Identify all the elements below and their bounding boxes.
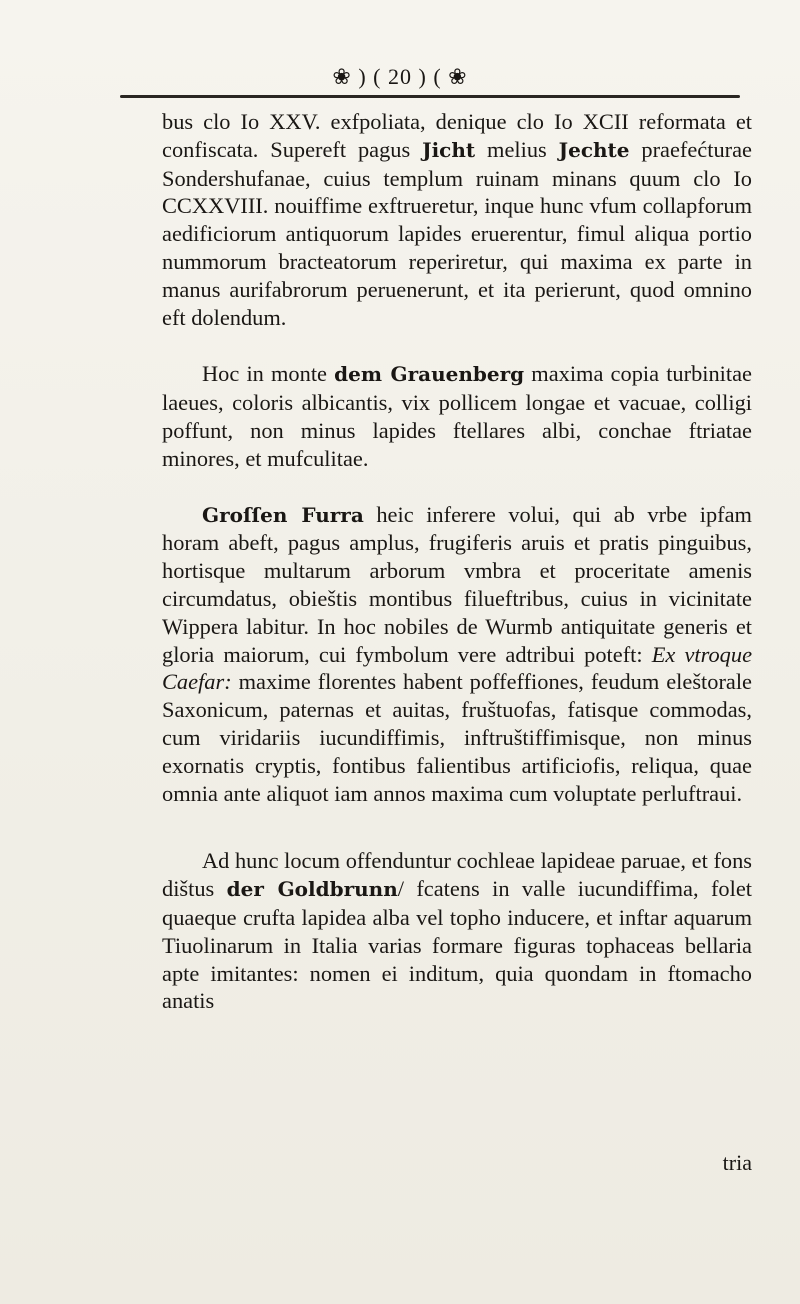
paragraph-4: Ad hunc locum offenduntur cochleae lapideae paruae, et fons dištus der Goldbrunn/ fcatens in valle iucundiffima, folet quaeque crufta lapidea alba vel topho inducere, et inftar aquarum Tiuolinarum in Italia varias formare figuras tophaceas bellaria apte imitantes: nomen ei inditum, quia quondam in ftomacho anatis: [162, 848, 752, 1014]
header-rule: [120, 95, 740, 98]
blackletter-term: der Goldbrunn: [226, 877, 398, 902]
blackletter-term: dem Grauenberg: [334, 362, 525, 387]
running-head: ❀ ) ( 20 ) ( ❀: [332, 64, 468, 89]
blackletter-term: Groſſen Furra: [202, 502, 364, 527]
paragraph-3: Groſſen Furra heic inferere volui, qui ab vrbe ipfam horam abeft, pagus amplus, frugiferis aruis et pratis pinguibus, hortisque multarum arborum vmbra et proceritate amenis circumdatus, obieštis montibus filueftribus, cuius in vicinitate Wippera labitur. In hoc nobiles de Wurmb antiquitate generis et gloria maiorum, cui fymbolum vere adtribui poteft: Ex vtroque Caefar: maxime florentes habent poffeffiones, feudum eleštorale Saxonicum, paternas et auitas, fruštuofas, fatisque commodas, cum viridariis iucundiffimis, inftruštiffimisque, non minus exornatis cryptis, fontibus falientibus artificiofis, reliqua, quae omnia ante aliquot iam annos maxima cum voluptate perluftraui.: [162, 501, 753, 806]
italic-motto: Ex vtroque Caefar:: [162, 641, 753, 695]
blackletter-term: Jicht: [422, 137, 476, 162]
blackletter-term: Jechte: [558, 137, 630, 162]
body-text: [162, 108, 752, 1015]
catchword: tria: [722, 1150, 752, 1175]
paragraph-2: Hoc in monte dem Grauenberg maxima copia turbinitae laeues, coloris albicantis, vix pollicem longae et vacuae, colligi poffunt, non minus lapides ftellares albi, conchae ftriatae minores, et mufculitae.: [162, 361, 752, 471]
paragraph-1: bus clo Io XXV. exfpoliata, denique clo Io XCII reformata et confiscata. Supereft pagus Jicht melius Jechte praefećturae Sondershufanae, cuius templum ruinam minans quum clo Io CCXXVIII. nouiffime exftrueretur, inque hunc vfum collapforum aedificiorum antiquorum lapides eruerentur, fimul aliqua portio nummorum bracteatorum reperiretur, qui maxima ex parte in manus aurifabrorum peruenerunt, et ita perierunt, quod omnino eft dolendum.: [162, 109, 752, 330]
